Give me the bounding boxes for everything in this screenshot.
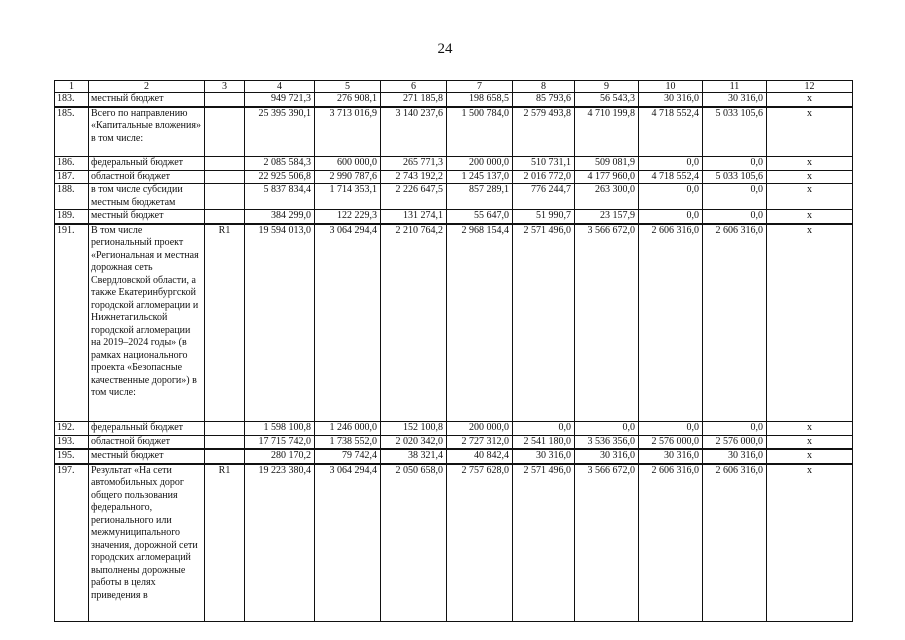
mark-cell: x <box>767 93 853 107</box>
row-number: 188. <box>55 184 89 210</box>
value-cell: 3 713 016,9 <box>315 107 381 157</box>
value-cell: 4 177 960,0 <box>575 170 639 184</box>
row-label: местный бюджет <box>89 449 205 464</box>
table-row <box>55 93 853 107</box>
value-cell: 1 500 784,0 <box>447 107 513 157</box>
value-cell: 22 925 506,8 <box>245 170 315 184</box>
value-cell: 2 541 180,0 <box>513 435 575 449</box>
code-cell: R1 <box>205 224 245 422</box>
value-cell: 79 742,4 <box>315 449 381 464</box>
row-label: в том числе субсидии местным бюджетам <box>89 184 205 210</box>
header-row <box>55 81 853 93</box>
value-cell: 3 536 356,0 <box>575 435 639 449</box>
row-label: местный бюджет <box>89 93 205 107</box>
mark-cell: x <box>767 464 853 622</box>
value-cell: 2 576 000,0 <box>703 435 767 449</box>
value-cell: 51 990,7 <box>513 210 575 224</box>
value-cell: 5 033 105,6 <box>703 170 767 184</box>
code-cell <box>205 184 245 210</box>
value-cell: 0,0 <box>639 184 703 210</box>
mark-cell: x <box>767 449 853 464</box>
value-cell: 4 718 552,4 <box>639 107 703 157</box>
row-label: областной бюджет <box>89 435 205 449</box>
value-cell: 2 571 496,0 <box>513 224 575 422</box>
mark-cell: x <box>767 184 853 210</box>
value-cell: 5 033 105,6 <box>703 107 767 157</box>
value-cell: 3 064 294,4 <box>315 224 381 422</box>
column-header: 1 <box>55 81 89 93</box>
value-cell: 2 571 496,0 <box>513 464 575 622</box>
value-cell: 600 000,0 <box>315 157 381 171</box>
value-cell: 776 244,7 <box>513 184 575 210</box>
row-label: областной бюджет <box>89 170 205 184</box>
value-cell: 3 064 294,4 <box>315 464 381 622</box>
page-number: 24 <box>437 41 453 57</box>
code-cell <box>205 210 245 224</box>
value-cell: 2 579 493,8 <box>513 107 575 157</box>
value-cell: 1 246 000,0 <box>315 422 381 436</box>
value-cell: 1 598 100,8 <box>245 422 315 436</box>
row-label: Результат «На сети автомобильных дорог общего пользования федерального, регионального или межмуниципального значения, дорожной сети городских агломераций выполнены дорожные работы в целях приведения в <box>89 464 205 622</box>
row-number: 185. <box>55 107 89 157</box>
value-cell: 0,0 <box>575 422 639 436</box>
value-cell: 1 245 137,0 <box>447 170 513 184</box>
table-row <box>55 464 853 622</box>
column-header: 10 <box>639 81 703 93</box>
row-number: 189. <box>55 210 89 224</box>
value-cell: 0,0 <box>639 157 703 171</box>
value-cell: 5 837 834,4 <box>245 184 315 210</box>
table-row <box>55 184 853 210</box>
row-number: 192. <box>55 422 89 436</box>
mark-cell: x <box>767 435 853 449</box>
value-cell: 2 606 316,0 <box>703 464 767 622</box>
value-cell: 200 000,0 <box>447 422 513 436</box>
column-header: 9 <box>575 81 639 93</box>
code-cell <box>205 157 245 171</box>
value-cell: 509 081,9 <box>575 157 639 171</box>
value-cell: 0,0 <box>703 210 767 224</box>
column-header: 8 <box>513 81 575 93</box>
mark-cell: x <box>767 422 853 436</box>
row-number: 193. <box>55 435 89 449</box>
code-cell <box>205 107 245 157</box>
table-row <box>55 224 853 422</box>
value-cell: 0,0 <box>513 422 575 436</box>
value-cell: 19 223 380,4 <box>245 464 315 622</box>
value-cell: 56 543,3 <box>575 93 639 107</box>
value-cell: 122 229,3 <box>315 210 381 224</box>
value-cell: 949 721,3 <box>245 93 315 107</box>
column-header: 7 <box>447 81 513 93</box>
value-cell: 1 738 552,0 <box>315 435 381 449</box>
value-cell: 2 606 316,0 <box>639 224 703 422</box>
row-label: Всего по направлению «Капитальные вложения» в том числе: <box>89 107 205 157</box>
value-cell: 2 606 316,0 <box>639 464 703 622</box>
value-cell: 0,0 <box>703 184 767 210</box>
row-number: 187. <box>55 170 89 184</box>
mark-cell: x <box>767 170 853 184</box>
value-cell: 2 016 772,0 <box>513 170 575 184</box>
value-cell: 271 185,8 <box>381 93 447 107</box>
mark-cell: x <box>767 107 853 157</box>
value-cell: 2 990 787,6 <box>315 170 381 184</box>
row-number: 186. <box>55 157 89 171</box>
value-cell: 38 321,4 <box>381 449 447 464</box>
value-cell: 19 594 013,0 <box>245 224 315 422</box>
table-row <box>55 107 853 157</box>
value-cell: 23 157,9 <box>575 210 639 224</box>
code-cell <box>205 449 245 464</box>
row-label: В том числе региональный проект «Региональная и местная дорожная сеть Свердловской области, а также Екатеринбургской городской агломерации и Нижнетагильской городской агломерации на 2019–2024 годы» (в рамках национального проекта «Безопасные качественные дороги») в том числе: <box>89 224 205 422</box>
value-cell: 2 020 342,0 <box>381 435 447 449</box>
mark-cell: x <box>767 157 853 171</box>
value-cell: 3 140 237,6 <box>381 107 447 157</box>
value-cell: 152 100,8 <box>381 422 447 436</box>
value-cell: 40 842,4 <box>447 449 513 464</box>
mark-cell: x <box>767 210 853 224</box>
value-cell: 0,0 <box>639 210 703 224</box>
column-header: 3 <box>205 81 245 93</box>
value-cell: 4 718 552,4 <box>639 170 703 184</box>
value-cell: 30 316,0 <box>703 449 767 464</box>
code-cell <box>205 435 245 449</box>
value-cell: 2 226 647,5 <box>381 184 447 210</box>
value-cell: 198 658,5 <box>447 93 513 107</box>
value-cell: 1 714 353,1 <box>315 184 381 210</box>
value-cell: 0,0 <box>703 157 767 171</box>
value-cell: 30 316,0 <box>703 93 767 107</box>
row-number: 191. <box>55 224 89 422</box>
value-cell: 2 757 628,0 <box>447 464 513 622</box>
value-cell: 2 210 764,2 <box>381 224 447 422</box>
value-cell: 30 316,0 <box>639 93 703 107</box>
value-cell: 2 743 192,2 <box>381 170 447 184</box>
value-cell: 2 727 312,0 <box>447 435 513 449</box>
table-row <box>55 170 853 184</box>
mark-cell: x <box>767 224 853 422</box>
table-row <box>55 449 853 464</box>
value-cell: 2 968 154,4 <box>447 224 513 422</box>
column-header: 12 <box>767 81 853 93</box>
value-cell: 510 731,1 <box>513 157 575 171</box>
code-cell <box>205 170 245 184</box>
value-cell: 2 085 584,3 <box>245 157 315 171</box>
row-label: местный бюджет <box>89 210 205 224</box>
value-cell: 3 566 672,0 <box>575 464 639 622</box>
value-cell: 2 606 316,0 <box>703 224 767 422</box>
budget-table <box>54 80 853 622</box>
value-cell: 0,0 <box>703 422 767 436</box>
row-label: федеральный бюджет <box>89 422 205 436</box>
value-cell: 55 647,0 <box>447 210 513 224</box>
value-cell: 85 793,6 <box>513 93 575 107</box>
value-cell: 30 316,0 <box>575 449 639 464</box>
value-cell: 30 316,0 <box>513 449 575 464</box>
value-cell: 384 299,0 <box>245 210 315 224</box>
value-cell: 2 050 658,0 <box>381 464 447 622</box>
column-header: 4 <box>245 81 315 93</box>
table-row <box>55 435 853 449</box>
column-header: 5 <box>315 81 381 93</box>
row-label: федеральный бюджет <box>89 157 205 171</box>
value-cell: 200 000,0 <box>447 157 513 171</box>
value-cell: 857 289,1 <box>447 184 513 210</box>
value-cell: 263 300,0 <box>575 184 639 210</box>
value-cell: 131 274,1 <box>381 210 447 224</box>
column-header: 2 <box>89 81 205 93</box>
row-number: 183. <box>55 93 89 107</box>
value-cell: 25 395 390,1 <box>245 107 315 157</box>
column-header: 6 <box>381 81 447 93</box>
value-cell: 30 316,0 <box>639 449 703 464</box>
value-cell: 17 715 742,0 <box>245 435 315 449</box>
code-cell <box>205 93 245 107</box>
table-row <box>55 157 853 171</box>
value-cell: 3 566 672,0 <box>575 224 639 422</box>
column-header: 11 <box>703 81 767 93</box>
value-cell: 2 576 000,0 <box>639 435 703 449</box>
value-cell: 276 908,1 <box>315 93 381 107</box>
row-number: 195. <box>55 449 89 464</box>
code-cell: R1 <box>205 464 245 622</box>
row-number: 197. <box>55 464 89 622</box>
code-cell <box>205 422 245 436</box>
value-cell: 4 710 199,8 <box>575 107 639 157</box>
table-row <box>55 422 853 436</box>
value-cell: 265 771,3 <box>381 157 447 171</box>
value-cell: 280 170,2 <box>245 449 315 464</box>
table-row <box>55 210 853 224</box>
value-cell: 0,0 <box>639 422 703 436</box>
